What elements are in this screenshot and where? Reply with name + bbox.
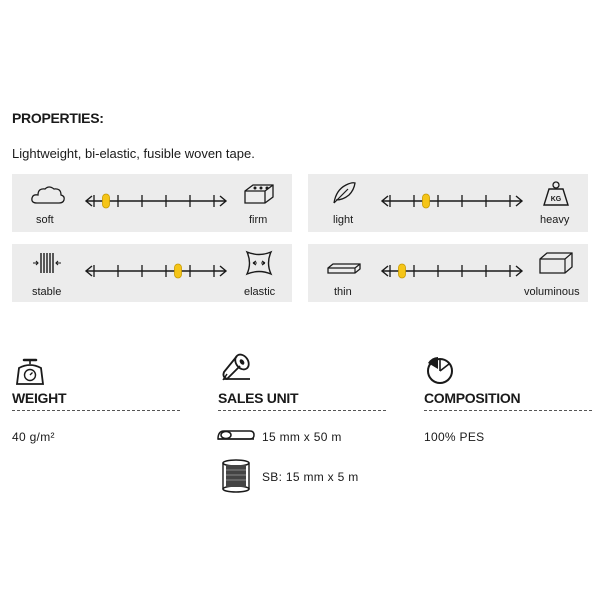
- brick-icon: [242, 182, 276, 206]
- scale-icon: [14, 356, 46, 386]
- scale-panel-soft-firm: [12, 174, 292, 232]
- weight-title: WEIGHT: [12, 390, 67, 406]
- slider-scale: [378, 260, 526, 282]
- scale-left-label: soft: [36, 214, 54, 226]
- svg-text:KG: KG: [550, 196, 562, 203]
- scale-right-label: elastic: [244, 286, 276, 298]
- stable-fabric-icon: [32, 250, 62, 276]
- sales-unit-item: SB: 15 mm x 5 m: [262, 470, 359, 484]
- weight-divider: [12, 410, 180, 411]
- scale-marker: [175, 264, 182, 278]
- spool-icon: [220, 458, 252, 494]
- weight-value: 40 g/m²: [12, 430, 55, 444]
- scale-marker: [423, 194, 430, 208]
- scale-marker: [399, 264, 406, 278]
- scale-right-label: firm: [249, 214, 268, 226]
- scale-panel-thin-voluminous: [308, 244, 588, 302]
- composition-title: COMPOSITION: [424, 390, 521, 406]
- sales-unit-title: SALES UNIT: [218, 390, 299, 406]
- weight-kg-icon: [542, 180, 570, 208]
- sales-unit-item: 15 mm x 50 m: [262, 430, 342, 444]
- sales-unit-divider: [218, 410, 386, 411]
- composition-value: 100% PES: [424, 430, 485, 444]
- feather-icon: [330, 180, 358, 206]
- scale-right-label: voluminous: [524, 286, 580, 298]
- roll-icon: [218, 352, 258, 384]
- scale-right-label: heavy: [540, 214, 570, 226]
- slider-scale: [82, 190, 230, 212]
- scale-marker: [103, 194, 110, 208]
- tape-roll-icon: [216, 427, 256, 443]
- properties-heading: PROPERTIES:: [12, 110, 104, 126]
- scale-left-label: stable: [32, 286, 62, 298]
- thin-block-icon: [326, 262, 362, 276]
- thick-block-icon: [538, 250, 574, 276]
- scale-panel-stable-elastic: [12, 244, 292, 302]
- scale-left-label: thin: [334, 286, 352, 298]
- pie-chart-icon: [424, 354, 456, 386]
- stretch-fabric-icon: [244, 249, 274, 277]
- slider-scale: [378, 190, 526, 212]
- composition-divider: [424, 410, 592, 411]
- scale-panel-light-heavy: [308, 174, 588, 232]
- slider-scale: [82, 260, 230, 282]
- properties-description: Lightweight, bi-elastic, fusible woven tape.: [12, 146, 255, 161]
- scale-left-label: light: [333, 214, 354, 226]
- cloud-icon: [30, 184, 66, 206]
